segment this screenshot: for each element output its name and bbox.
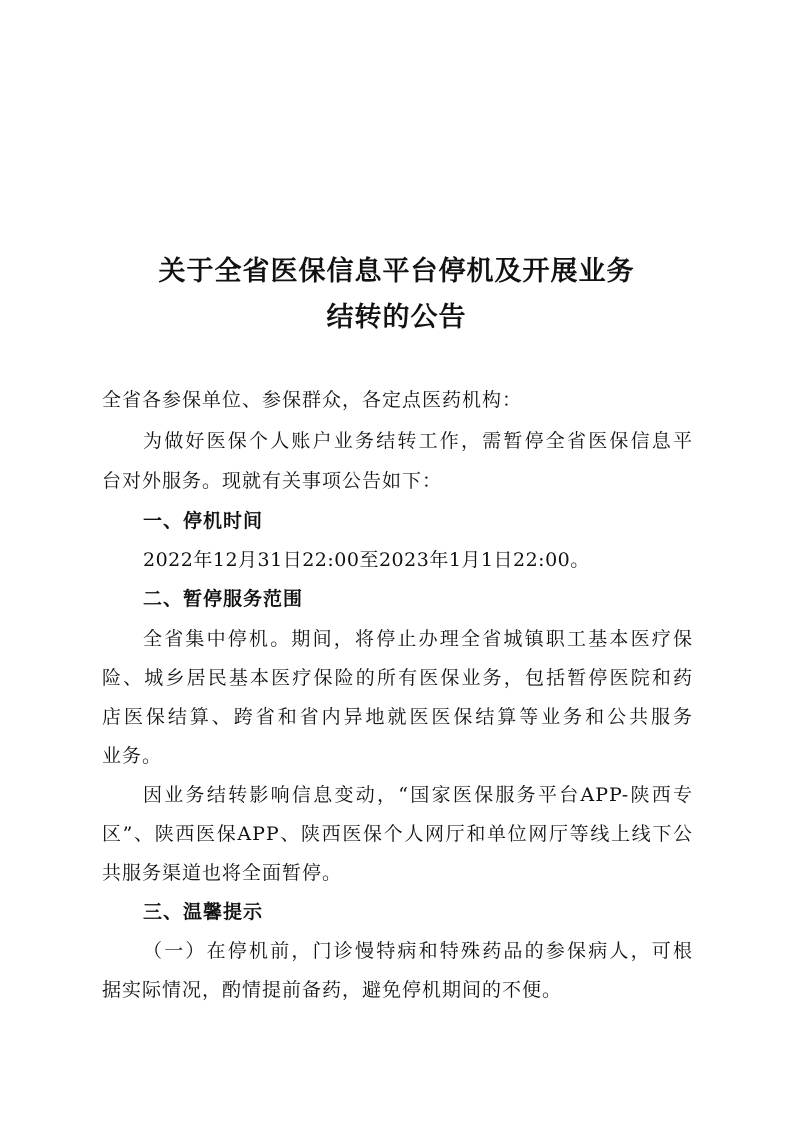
salutation: 全省各参保单位、参保群众，各定点医药机构： xyxy=(102,389,523,411)
section-3-heading: 三、温馨提示 xyxy=(143,901,264,923)
section-1-heading: 一、停机时间 xyxy=(143,510,264,532)
section-3-para-1-line-1: （一）在停机前，门诊慢特病和特殊药品的参保病人，可根 xyxy=(143,940,693,962)
section-1-text: 2022年12月31日22:00至2023年1月1日22:00。 xyxy=(143,549,590,571)
section-2-para-1-line-1: 全省集中停机。期间，将停止办理全省城镇职工基本医疗保 xyxy=(143,628,693,650)
intro-line-2: 台对外服务。现就有关事项公告如下： xyxy=(102,470,443,492)
section-2-para-1-line-4: 业务。 xyxy=(102,745,163,767)
section-2-para-1-line-2: 险、城乡居民基本医疗保险的所有医保业务，包括暂停医院和药 xyxy=(102,667,693,689)
section-2-para-2-line-3: 共服务渠道也将全面暂停。 xyxy=(102,862,343,884)
section-2-heading: 二、暂停服务范围 xyxy=(143,588,304,610)
section-2-para-2-line-2: 区”、陕西医保APP、陕西医保个人网厅和单位网厅等线上线下公 xyxy=(102,823,693,845)
section-3-para-1-line-2: 据实际情况，酌情提前备药，避免停机期间的不便。 xyxy=(102,979,563,1001)
document-title-line-1: 关于全省医保信息平台停机及开展业务 xyxy=(158,256,635,287)
section-2-para-1-line-3: 店医保结算、跨省和省内异地就医医保结算等业务和公共服务 xyxy=(102,706,693,728)
intro-line-1: 为做好医保个人账户业务结转工作，需暂停全省医保信息平 xyxy=(143,430,693,452)
document-title-line-2: 结转的公告 xyxy=(326,302,467,333)
section-2-para-2-line-1: 因业务结转影响信息变动，“国家医保服务平台APP-陕西专 xyxy=(143,784,693,806)
